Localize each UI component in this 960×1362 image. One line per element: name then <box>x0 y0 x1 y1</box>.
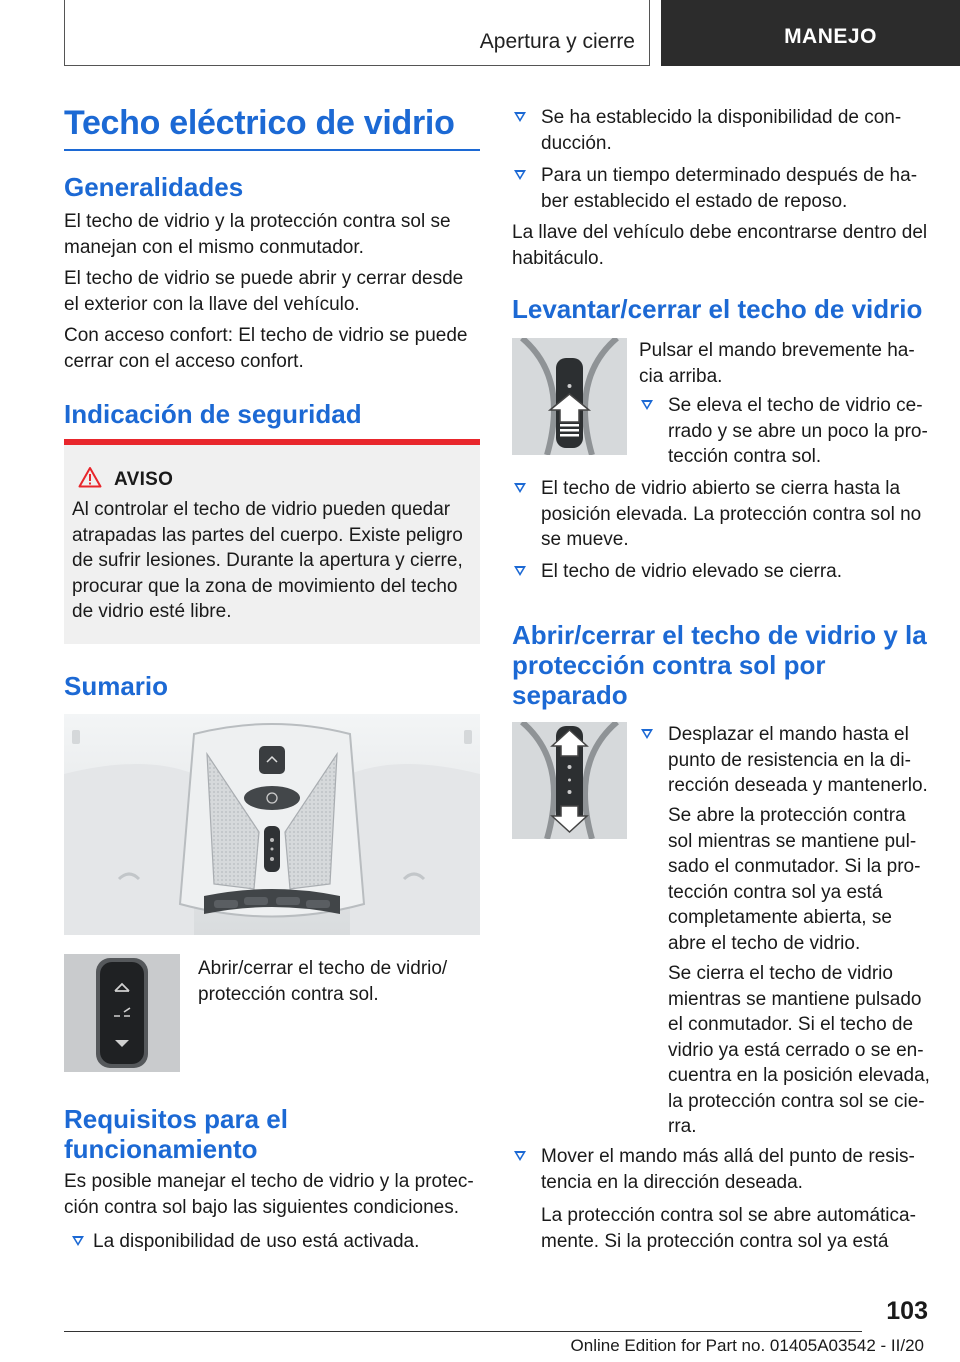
bullet-triangle-icon <box>514 170 526 180</box>
header-chapter-tab <box>661 0 960 66</box>
paragraph-separate-close: Se cierra el techo de vidrio mientras se mantiene pulsado el conmutador. Si el techo de vidrio ya está cerrado o se en- cuentra en la posición elevada, la protección contra sol se cie- rra. <box>668 963 930 1137</box>
bullet-separate-1: Desplazar el mando hasta el punto de resistencia en la di- rección deseada y mantenerlo. <box>639 722 939 799</box>
bullet-triangle-icon <box>641 400 653 410</box>
bullet-triangle-icon <box>514 1151 526 1161</box>
bullet-driving-ready: Se ha establecido la disponibilidad de con- ducción. <box>512 105 926 156</box>
bullet-raise-1: Se eleva el techo de vidrio ce- rrado y se abre un poco la pro- tección contra sol. <box>639 393 929 470</box>
heading-requirements: Requisitos para el funcionamiento <box>64 1104 288 1164</box>
bullet-triangle-icon <box>641 729 653 739</box>
paragraph-separate-auto: La protección contra sol se abre automática- mente. Si la protección contra sol ya está <box>541 1205 916 1252</box>
warning-title: AVISO <box>114 468 174 490</box>
page-title: Techo eléctrico de vidrio <box>64 104 455 142</box>
raise-instruction: Pulsar el mando brevemente ha- cia arriba. <box>639 340 915 387</box>
paragraph-separate-open: Se abre la protección contra sol mientras se mantiene pul- sado el conmutador. Si la pro- tección contra sol ya está completamente abierta, se abre el techo de vidrio. <box>668 805 921 954</box>
bullet-raise-3: El techo de vidrio elevado se cierra. <box>512 559 926 585</box>
overhead-console-image <box>64 714 480 935</box>
switch-up-image <box>512 338 627 455</box>
paragraph-key-inside: La llave del vehículo debe encontrarse dentro del habitáculo. <box>512 222 928 269</box>
bullet-triangle-icon <box>514 566 526 576</box>
bullet-usage-ready: La disponibilidad de uso está activada. <box>64 1229 480 1255</box>
heading-generalidades: Generalidades <box>64 172 244 202</box>
bullet-triangle-icon <box>514 112 526 122</box>
bullet-rest-state: Para un tiempo determinado después de ha- ber establecido el estado de reposo. <box>512 163 926 214</box>
warning-text: Al controlar el techo de vidrio pueden quedar atrapadas las partes del cuerpo. Existe peligro de sufrir lesiones. Durante la apertura y cierre, procurar que la zona de movimiento del techo de vidrio esté libre. <box>72 499 463 622</box>
roof-switch-image <box>64 954 180 1072</box>
bullet-separate-2: Mover el mando más allá del punto de resis- tencia en la dirección deseada. <box>512 1144 932 1195</box>
footer-rule <box>64 1331 862 1332</box>
header-section-title: Apertura y cierre <box>479 30 635 53</box>
title-underline <box>64 149 480 151</box>
heading-raise-close: Levantar/cerrar el techo de vidrio <box>512 294 923 324</box>
page-number: 103 <box>886 1297 928 1325</box>
heading-summary: Sumario <box>64 671 169 701</box>
paragraph-requirements: Es posible manejar el techo de vidrio y la protec- ción contra sol bajo las siguientes condiciones. <box>64 1171 474 1218</box>
paragraph-general-2: El techo de vidrio se puede abrir y cerrar desde el exterior con la llave del vehículo. <box>64 268 464 315</box>
footer-edition: Online Edition for Part no. 01405A03542 - II/20 <box>570 1336 924 1355</box>
bullet-raise-2: El techo de vidrio abierto se cierra hasta la posición elevada. La protección contra sol no se mueve. <box>512 476 932 553</box>
paragraph-general-1: El techo de vidrio y la protección contra sol se manejan con el mismo conmutador. <box>64 211 451 258</box>
header-chapter-title: MANEJO <box>784 25 877 48</box>
bullet-triangle-icon <box>72 1236 84 1246</box>
switch-caption: Abrir/cerrar el techo de vidrio/ protección contra sol. <box>198 958 448 1005</box>
heading-safety: Indicación de seguridad <box>64 399 362 429</box>
heading-separate: Abrir/cerrar el techo de vidrio y la protección contra sol por separado <box>512 620 927 710</box>
warning-header <box>78 466 173 493</box>
bullet-triangle-icon <box>514 483 526 493</box>
warning-triangle-icon <box>78 466 102 493</box>
switch-both-image <box>512 722 627 839</box>
paragraph-general-3: Con acceso confort: El techo de vidrio se puede cerrar con el acceso confort. <box>64 325 468 372</box>
header-section-tab <box>64 0 650 66</box>
